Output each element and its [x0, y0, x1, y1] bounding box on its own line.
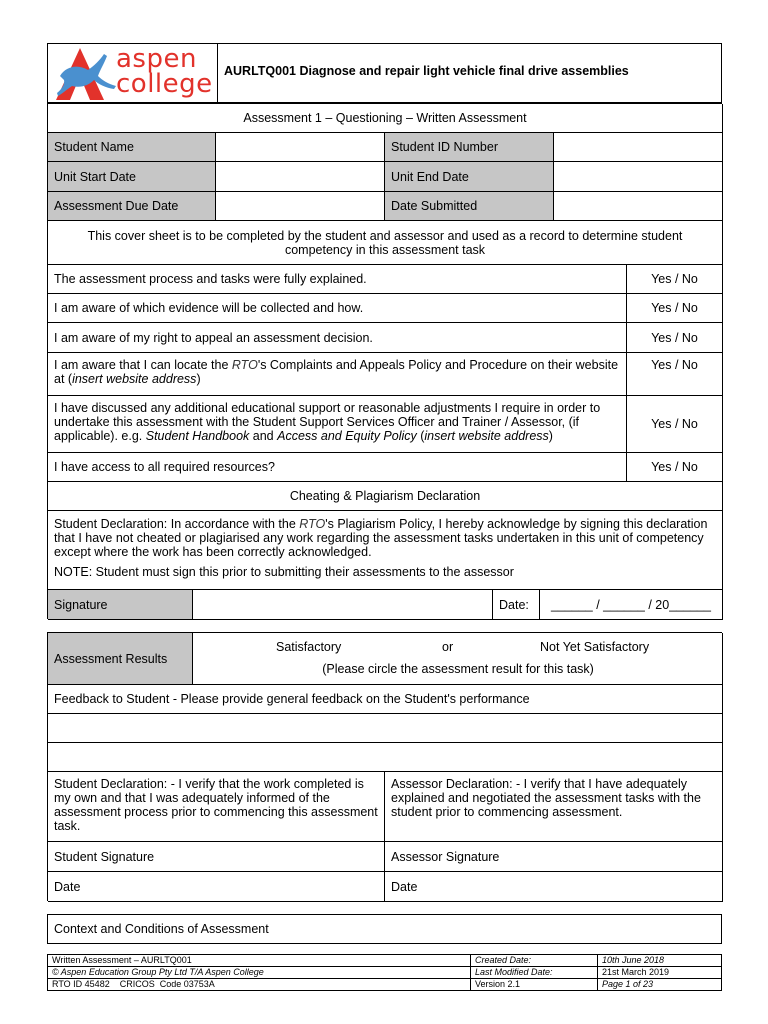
student-date[interactable]: Date — [48, 872, 385, 902]
student-name-field[interactable] — [216, 133, 385, 162]
assessor-declaration: Assessor Declaration: - I verify that I have adequately explained and negotiated the assessment tasks with the student prior to commencing assessment. — [385, 772, 723, 842]
logo — [48, 44, 218, 102]
checklist-item-2: I am aware of which evidence will be collected and how. — [48, 294, 627, 323]
footer-doc-name: Written Assessment – AURLTQ001 — [48, 955, 471, 967]
cover-sheet-form — [47, 103, 722, 619]
yes-no-4[interactable]: Yes / No — [627, 353, 723, 396]
signature-label: Signature — [48, 590, 193, 620]
footer-modified-date: 21st March 2019 — [598, 967, 722, 979]
footer-modified-label: Last Modified Date: — [471, 967, 598, 979]
logo-word-aspen: aspen — [116, 44, 197, 74]
footer-version: Version 2.1 — [471, 979, 598, 991]
item4-text-b: 's Complaints and Appeals Policy and Procedure on their website at ( — [54, 358, 619, 386]
item4-text-a: I am aware that I can locate the — [54, 358, 232, 372]
context-box — [47, 914, 722, 944]
or-text: or — [442, 640, 454, 654]
item5-text-g: ) — [548, 429, 553, 443]
footer-page: Page 1 of 23 — [598, 979, 722, 991]
checklist-item-3: I am aware of my right to appeal an assessment decision. — [48, 323, 627, 353]
decl-text-b: 's Plagiarism Policy, I hereby acknowledge by signing this declaration that I have not cheated or plagiarised any work regarding the assessment tasks undertaken in this unit of competency except where the work has been correctly acknowledged. — [54, 517, 708, 559]
assessor-date[interactable]: Date — [385, 872, 723, 902]
plagiarism-heading: Cheating & Plagiarism Declaration — [48, 482, 723, 511]
feedback-label: Feedback to Student - Please provide general feedback on the Student's performance — [48, 685, 723, 714]
date-submitted-field[interactable] — [554, 192, 723, 221]
assessment-title: Assessment 1 – Questioning – Written Assessment — [48, 104, 723, 133]
item4-text-d: ) — [196, 372, 201, 386]
student-signature[interactable]: Student Signature — [48, 842, 385, 872]
due-date-field[interactable] — [216, 192, 385, 221]
unit-end-field[interactable] — [554, 162, 723, 192]
item4-rto: RTO — [231, 358, 258, 372]
yes-no-6[interactable]: Yes / No — [627, 453, 723, 482]
feedback-line-2[interactable] — [48, 743, 723, 772]
item5-text-e: ( — [416, 429, 425, 443]
yes-no-1[interactable]: Yes / No — [627, 265, 723, 294]
kangaroo-logo-icon — [52, 46, 122, 102]
date-field[interactable]: ______ / ______ / 20______ — [540, 590, 723, 620]
unit-start-label: Unit Start Date — [48, 162, 216, 192]
plagiarism-declaration — [48, 511, 723, 590]
document-title: AURLTQ001 Diagnose and repair light vehicle final drive assemblies — [224, 64, 629, 78]
checklist-item-4 — [48, 353, 627, 396]
cover-note: This cover sheet is to be completed by the student and assessor and used as a record to determine student competency in this assessment task — [48, 221, 723, 265]
due-date-label: Assessment Due Date — [48, 192, 216, 221]
item5-text-c: and — [249, 429, 278, 443]
item4-text-c: insert website address — [72, 372, 197, 386]
header-box — [47, 43, 722, 103]
item5-text-f: insert website address — [424, 429, 549, 443]
student-id-field[interactable] — [554, 133, 723, 162]
satisfactory-option[interactable]: Satisfactory — [276, 640, 342, 654]
footer-created-date: 10th June 2018 — [598, 955, 722, 967]
not-yet-satisfactory-option[interactable]: Not Yet Satisfactory — [540, 640, 650, 654]
checklist-item-5 — [48, 396, 627, 453]
footer-created-label: Created Date: — [471, 955, 598, 967]
assessor-signature[interactable]: Assessor Signature — [385, 842, 723, 872]
date-label: Date: — [493, 590, 540, 620]
item5-text-d: Access and Equity Policy — [277, 429, 417, 443]
context-label: Context and Conditions of Assessment — [54, 922, 269, 936]
footer-copyright: © Aspen Education Group Pty Ltd T/A Aspen College — [48, 967, 471, 979]
checklist-item-1: The assessment process and tasks were fully explained. — [48, 265, 627, 294]
item5-text-a: I have discussed any additional educational support or reasonable adjustments I require in order to undertake this assessment with the Student Support Services Officer and Trainer / Assessor, (if applicable). e.g. — [54, 401, 601, 443]
student-name-label: Student Name — [48, 133, 216, 162]
footer-table — [47, 954, 722, 991]
decl-text-a: Student Declaration: In accordance with the — [54, 517, 300, 531]
unit-end-label: Unit End Date — [385, 162, 554, 192]
plagiarism-note: NOTE: Student must sign this prior to submitting their assessments to the assessor — [54, 565, 514, 579]
assessment-results-label: Assessment Results — [48, 633, 193, 685]
yes-no-3[interactable]: Yes / No — [627, 323, 723, 353]
student-id-label: Student ID Number — [385, 133, 554, 162]
student-declaration: Student Declaration: - I verify that the work completed is my own and that I was adequately informed of the assessment process prior to commencing this assessment task. — [48, 772, 385, 842]
unit-start-field[interactable] — [216, 162, 385, 192]
decl-rto: RTO — [299, 517, 326, 531]
yes-no-2[interactable]: Yes / No — [627, 294, 723, 323]
yes-no-5[interactable]: Yes / No — [627, 396, 723, 453]
signature-field[interactable] — [193, 590, 493, 620]
feedback-line-1[interactable] — [48, 714, 723, 743]
results-form — [47, 632, 722, 901]
footer-rto: RTO ID 45482 CRICOS Code 03753A — [48, 979, 471, 991]
circle-instruction: (Please circle the assessment result for this task) — [322, 662, 594, 676]
item5-text-b: Student Handbook — [145, 429, 250, 443]
logo-word-college: college — [116, 69, 213, 99]
date-submitted-label: Date Submitted — [385, 192, 554, 221]
checklist-item-6: I have access to all required resources? — [48, 453, 627, 482]
